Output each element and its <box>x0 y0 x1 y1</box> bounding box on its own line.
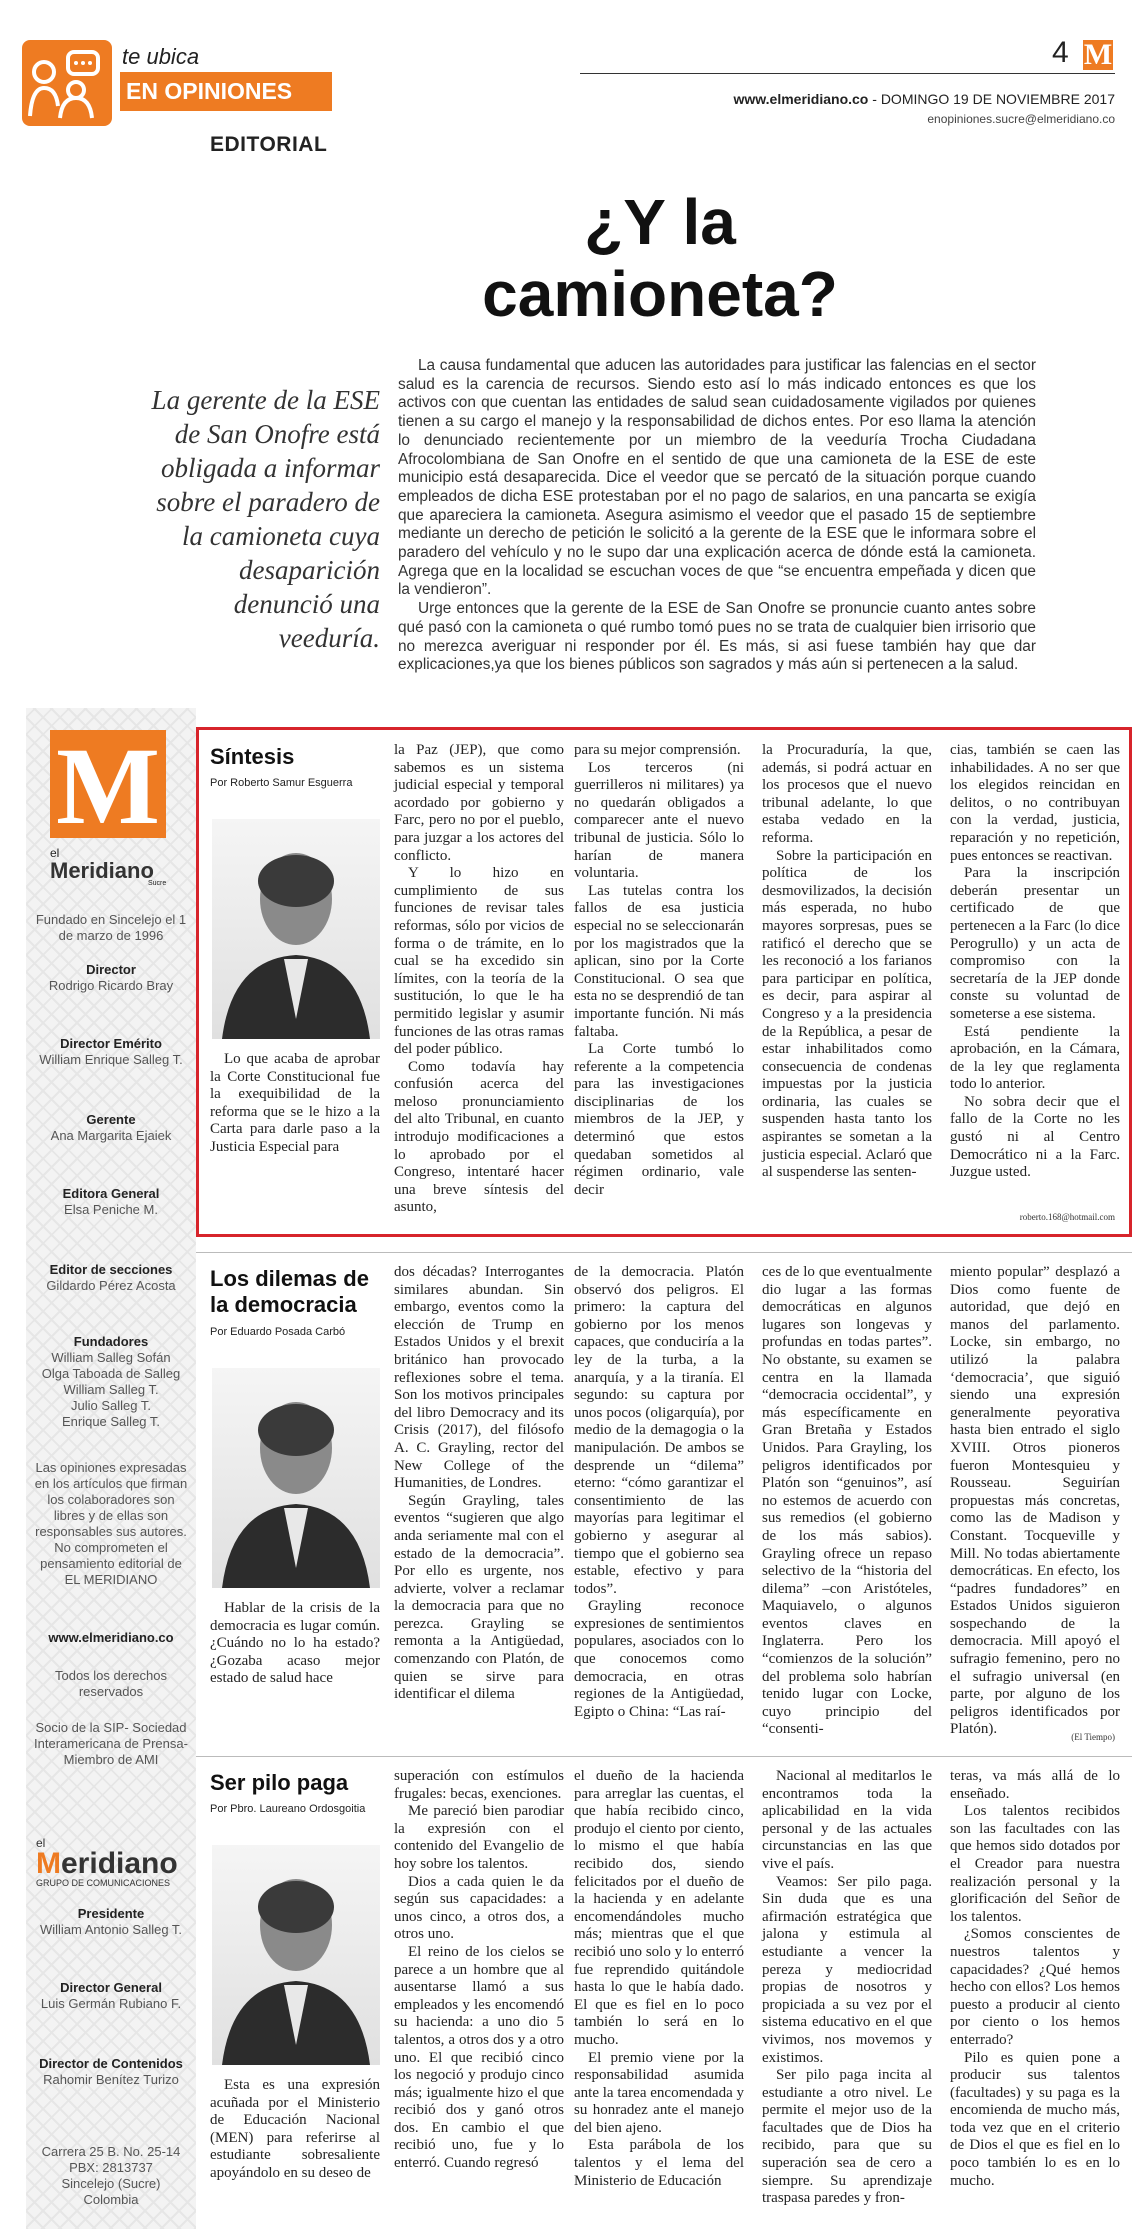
secciones-block <box>32 1262 190 1294</box>
article-paragraph: Está pendiente la aprobación, en la Cámara, de la ley que reglamenta todo lo anterior. <box>950 1023 1120 1093</box>
emerito-name: William Enrique Salleg T. <box>39 1052 183 1067</box>
disclaimer: Las opiniones expresadas en los artículos que firman los colaboradores son libres y de ellas son responsables sus autores. No comprometen el pensamiento editorial de EL MERIDIANO <box>34 1460 188 1587</box>
gerente-block <box>32 1112 190 1144</box>
article-paragraph: Los talentos recibidos son las facultades con las que hemos sido dotados por el Creador para nuestra realización personal y la glorificación del Señor de los talentos. <box>950 1803 1120 1925</box>
portrait-icon <box>212 1368 380 1588</box>
article-paragraph: Para la inscripción deberán presentar un certificado de que pertenecen a la Farc (lo dice Perogrullo) y un acta de compromiso con la secretaría de la JEP donde conste su voluntad de someterse a ese sistema. <box>950 865 1120 1022</box>
secciones-label: Editor de secciones <box>49 1262 173 1277</box>
article-paragraph: Pilo es quien pone a producir sus talentos (facultades) y su paga es la encomienda de mucho más, toda vez que en el criterio de Dios el que es fiel en lo poco también lo es en lo mucho. <box>950 2049 1120 2189</box>
article-paragraph: para su mejor comprensión. <box>574 742 741 758</box>
grupo-logo <box>36 1836 186 1888</box>
grupo-logo-sub: GRUPO DE COMUNICACIONES <box>36 1878 171 1888</box>
article-paragraph: ¿Somos conscientes de nuestros talentos y capacidades? ¿Qué hemos hecho con ellos? Los hemos puesto a producir al ciento por ciento o los hemos enterrado? <box>950 1926 1120 2048</box>
header-rule <box>580 73 1115 74</box>
article-paragraph: Las tutelas contra los fallos de esa justicia especial no se seleccionarán por los magistrados que la aplican, sino por la Corte Constitucional. O sea que esta no se desprendió de tan importante función. Ni más faltaba. <box>574 882 744 1040</box>
article-paragraph: miento popular” desplazó a Dios como fuente de autoridad, que dejó en manos del parlamento. Locke, sin embargo, no utilizó la palabra ‘democracia’, que siguió siendo una expresión generalmente peyorativa hasta bien entrado el siglo XVIII. Otros pioneros fueron Montesquieu y Rousseau. Seguirían propuestas más concretas, como las de Madison y Constant. Tocqueville y Mill. No todas abiertamente democráticas. En efecto, los “padres fundadores” en Estados Unidos siguieron sospechando de la democracia. Mill apoyó el sufragio femenino, pero no el sufragio universal (en parte, por alguno de los peligros identificados por Platón). <box>950 1264 1120 1738</box>
site-url[interactable]: www.elmeridiano.co <box>733 91 869 107</box>
portrait-icon <box>212 1845 380 2065</box>
headline-line-2: camioneta? <box>482 258 838 330</box>
article-paragraph: Lo que acaba de aprobar la Corte Constitucional fue la exequibilidad de la reforma que se le hizo a la Carta para darle paso a la Justicia Especial para <box>210 1051 380 1155</box>
director-label: Director <box>86 962 136 977</box>
article-paragraph: cias, también se caen las inhabilidades. A no ser que los elegidos reincidan en delitos, o no contribuyan con la verdad, justicia, reparación y no repetición, pues entonces se reactivan. <box>950 742 1120 864</box>
article-paragraph: No sobra decir que el fallo de la Corte no les gustó ni al Centro Democrático ni a la Farc. Juzgue usted. <box>950 1093 1120 1181</box>
article-column <box>574 1768 744 2190</box>
dg-name: Luis Germán Rubiano F. <box>40 1996 182 2011</box>
contenidos-label: Director de Contenidos <box>39 2056 183 2071</box>
rights-note: Todos los derechos reservados <box>54 1668 167 1699</box>
article-paragraph: teras, va más allá de lo enseñado. <box>950 1768 1120 1802</box>
article-paragraph: Y lo hizo en cumplimiento de sus funciones de revisar tales reformas, sólo por vicios de forma o de trámite, en lo cual se ha excedido sin límites, con la teoría de la sustitución, lo que le ha permitido legislar y asumir funciones de las otras ramas del poder público. <box>394 865 564 1058</box>
article-paragraph: superación con estímulos frugales: becas, exenciones. <box>394 1768 564 1802</box>
article-separator <box>196 1756 1132 1757</box>
section-banner: EN OPINIONES <box>120 72 332 111</box>
article-title: Ser pilo paga <box>210 1770 349 1795</box>
site-date-line <box>734 91 1115 107</box>
article-column <box>950 742 1120 1182</box>
editora-name: Elsa Peniche M. <box>64 1202 158 1217</box>
article-author: Por Pbro. Laureano Ordosgoitia <box>210 1803 366 1815</box>
article-paragraph: el dueño de la hacienda para arreglar las cuentas, el que había recibido cinco, produjo el ciento por ciento, lo mismo el que había recibido dos, siendo felicitados por el dueño de la hacienda y en adelante encomendándoles mucho más; mientras que el que recibió uno solo y lo enterró fue reprendido quitándole hasta lo que le había dado. El que es fiel en lo poco también lo será en lo mucho. <box>574 1768 744 2048</box>
article-paragraph: Ser pilo paga incita al estudiante a otro nivel. Le permite el mejor uso de la facultades que de Dios ha recibido, para que su superación sea de cero a siempre. Su aprendizaje traspasa paredes y fron- <box>762 2067 932 2207</box>
article-paragraph: Esta es una expresión acuñada por el Ministerio de Educación Nacional (MEN) para referirse al estudiante sobresaliente apoyándolo en su deseo de <box>210 2077 380 2181</box>
article-paragraph: la Paz (JEP), que como sabemos es un sistema judicial especial y temporal acordado por gobierno y Farc, pero no por el pueblo, para juzgar a los actores del conflicto. <box>394 742 564 864</box>
secciones-name: Gildardo Pérez Acosta <box>46 1278 176 1293</box>
article-signature: (El Tiempo) <box>1071 1732 1115 1742</box>
editorial-headline <box>380 186 940 330</box>
meridiano-logo: M <box>50 730 166 838</box>
article-paragraph: El premio viene por la responsabilidad asumida ante la tarea encomendada y su honradez ante el manejo del bien ajeno. <box>574 2049 744 2136</box>
logo-name: Meridiano <box>50 858 154 883</box>
gerente-label: Gerente <box>86 1112 136 1127</box>
article-paragraph: de la democracia. Platón observó dos peligros. El primero: la captura del gobierno por los menos capaces, que conduciría a la ley de la turba, a la anarquía, y a la tiranía. El segundo: su captura por unos pocos (oligarquía), por medio de la demagogia o la manipulación. De ambos se desprende un “dilema” eterno: “cómo garantizar el consentimiento de las mayorías para legitimar el gobierno y asegurar al tiempo que el gobierno sea estable, efectivo y para todos”. <box>574 1264 744 1597</box>
editorial-paragraph: Urge entonces que la gerente de la ESE de San Onofre se pronuncie cuanto antes sobre qué pasó con la camioneta o qué rumbo tomó pues no se trata de cualquier bien irrisorio que no merezca averiguar ni responder por él. Es más, si asi fuese también hay que dar explicaciones,ya que los bienes públicos son sagrados y más aún si pertenecen a la salud. <box>398 600 1036 674</box>
article-column <box>762 742 932 1182</box>
director-block <box>32 962 190 994</box>
article-separator <box>196 1252 1132 1253</box>
te-ubica-label: te ubica <box>122 44 200 69</box>
article-paragraph: Sobre la participación en política de los desmovilizados, la decisión más esperada, no hubo mayores sorpresas, pues se ratificó el derecho que se les reconoció a los farianos para participar en política, es decir, para aspirar al Congreso y a la presidencia de la República, a pesar de estar inhabilitados como consecuencia de condenas impuestas por la justicia ordinaria, las cuales se suspenden hasta tanto los aspirantes se sometan a la justicia especial. Aclaró que al suspenderse las senten- <box>762 847 932 1181</box>
article-column <box>210 1600 380 1688</box>
article-column <box>394 1264 564 1704</box>
article-paragraph: Los terceros (ni guerrilleros ni militares) ya no quedarán obligados a comparecer ante el nuevo tribunal de justicia. Sólo lo harían de manera voluntaria. <box>574 759 744 882</box>
article-paragraph: Veamos: Ser pilo paga. Sin duda que es una afirmación estratégica que jalona y estimula al estudiante a vencer la pereza y mediocridad propias de nosotros y propiciada a su vez por el sistema educativo en el que vivimos, nos movemos y existimos. <box>762 1873 932 2066</box>
grupo-logo-name <box>36 1847 186 1880</box>
author-photo <box>212 1368 380 1588</box>
editorial-pullquote: La gerente de la ESE de San Onofre está obligada a informar sobre el paradero de la camioneta cuya desaparición denunció una veeduría. <box>151 385 380 653</box>
author-photo <box>212 1845 380 2065</box>
article-column <box>574 742 744 1199</box>
article-column <box>210 2077 380 2183</box>
article-author: Por Eduardo Posada Carbó <box>210 1326 346 1338</box>
article-column <box>210 1051 380 1157</box>
article-paragraph: Según Grayling, tales eventos “sugieren que algo anda seriamente mal con el estado de la democracia”. Por ello es urgente, nos advierte, volver a reclamar la democracia para que no perezca. Grayling se remonta a la Antigüedad, comenzando con Platón, de quien se sirve para identificar el dilema <box>394 1492 564 1703</box>
article-column <box>394 1768 564 2173</box>
grupo-logo-rest: eridiano <box>61 1847 178 1880</box>
editorial-paragraph: La causa fundamental que aducen las autoridades para justificar las falencias en el sector salud es la carencia de recursos. Siendo esto así lo más indicado entonces es que los activos con que cuentan las entidades de salud sean cuidadosamente vigilados por quienes tienen a su cargo el manejo y la responsabilidad de dichos entes. Por eso llama la atención lo denunciado recientemente por un miembro de la veeduría Trocha Ciudadana Afrocolombiana de San Onofre en el sentido de que una camioneta de la ESE de este municipio está desaparecida. Dice el veedor que se percató de la situación porque cuando empleados de dicha ESE protestaban por el no pago de salarios, en una pancarta se exigía que apareciera la camioneta. Asegura asimismo el veedor que el pasado 15 de septiembre mediante un derecho de petición le solicitó a la gerente de la ESE que le informara sobre el paradero del vehículo y no le supo dar una explicación acerca de dónde está la camioneta. Agrega que en la localidad se escuchan voces de que “se encuentra empeñada y dicen que la vendieron”. <box>398 357 1036 599</box>
membership-note: Socio de la SIP- Sociedad Interamericana de Prensa- Miembro de AMI <box>34 1720 188 1767</box>
presidente-label: Presidente <box>77 1906 145 1921</box>
editora-block <box>32 1186 190 1218</box>
contact-email[interactable]: enopiniones.sucre@elmeridiano.co <box>927 112 1115 126</box>
editora-label: Editora General <box>62 1186 160 1201</box>
article-paragraph: Dios a cada quien le da según sus capacidades: a unos cinco, a otros dos, a otros uno. <box>394 1873 564 1943</box>
fundadores-names: William Salleg Sofán Olga Taboada de Salleg William Salleg T. Julio Salleg T. Enrique Salleg T. <box>41 1350 181 1429</box>
contenidos-name: Rahomir Benítez Turizo <box>43 2072 179 2087</box>
gerente-name: Ana Margarita Ejaiek <box>50 1128 172 1143</box>
article-paragraph: Como todavía hay confusión acerca del meloso pronunciamiento del alto Tribunal, en cuanto introdujo modificaciones a lo aprobado por el Congreso, intentaré hacer una breve síntesis del asunto, <box>394 1058 564 1216</box>
sidebar-web-link[interactable]: www.elmeridiano.co <box>48 1630 174 1645</box>
meridiano-mini-logo: M <box>1083 38 1113 71</box>
article-author: Por Roberto Samur Esguerra <box>210 777 353 789</box>
logo-el: el <box>50 846 60 860</box>
article-column <box>950 1264 1120 1739</box>
grupo-logo-el: el <box>36 1836 46 1850</box>
presidente-block <box>32 1906 190 1938</box>
contenidos-block <box>32 2056 190 2088</box>
te-ubica-logo <box>22 40 112 126</box>
dg-label: Director General <box>60 1980 162 1995</box>
fundadores-block <box>32 1334 190 1430</box>
article-paragraph: Nacional al meditarlos le encontramos toda la aplicabilidad en la vida personal y de las actuales circunstancias en las que vive el país. <box>762 1768 932 1872</box>
director-name: Rodrigo Ricardo Bray <box>48 978 174 993</box>
headline-line-1: ¿Y la <box>584 186 736 258</box>
article-paragraph: la Procuraduría, la que, además, si podrá actuar en los procesos que el nuevo tribunal adelante, lo que estaba vedado en la reforma. <box>762 742 932 846</box>
dg-block <box>32 1980 190 2012</box>
article-paragraph: Me pareció bien parodiar la expresión con el contenido del Evangelio de hoy sobre los talentos. <box>394 1803 564 1872</box>
presidente-name: William Antonio Salleg T. <box>39 1922 183 1937</box>
article-paragraph: ces de lo que eventualmente dio lugar a las formas democráticas en algunos lugares son longevas y profundas en todas partes”. No obstante, su examen se centra en la llamada “democracia occidental”, y más específicamente en Gran Bretaña y Estados Unidos. Para Grayling, los peligros identificados por Platón son “genuinos”, así no estemos de acuerdo con sus remedios (el gobierno de los más sabios). Grayling ofrece un repaso selectivo de la “historia del dilema” –con Aristóteles, Maquiavelo, o algunos eventos claves en Inglaterra. Pero los “comienzos de la solución” del problema solo habrían tenido lugar con Locke, cuyo principio del “consenti- <box>762 1264 932 1738</box>
founded-note: Fundado en Sincelejo el 1 de marzo de 1996 <box>35 912 187 943</box>
article-paragraph: Hablar de la crisis de la democracia es lugar común. ¿Cuándo no lo ha estado? ¿Gozaba acaso mejor estado de salud hace <box>210 1600 380 1687</box>
article-paragraph: Esta parábola de los talentos y el lema del Ministerio de Educación <box>574 2137 744 2189</box>
article-paragraph: Grayling reconoce expresiones de sentimientos populares, asociados con lo que conocemos como democracia, en otras regiones de la Antigüedad, Egipto o China: “Las raí- <box>574 1598 744 1720</box>
emerito-block <box>32 1036 190 1068</box>
address-block: Carrera 25 B. No. 25-14 PBX: 2813737 Sincelejo (Sucre) Colombia <box>41 2144 181 2207</box>
article-paragraph: La Corte tumbó lo referente a la competencia para las investigaciones disciplinarias de los miembros de la JEP, y determinó que estos quedaban sometidos al régimen ordinario, vale decir <box>574 1041 744 1198</box>
article-title: Los dilemas de la democracia <box>210 1266 369 1317</box>
grupo-logo-m: M <box>36 1847 61 1880</box>
article-signature: roberto.168@hotmail.com <box>1019 1212 1115 1222</box>
editorial-body <box>398 357 1036 675</box>
article-column <box>762 1264 932 1739</box>
section-title: EDITORIAL <box>210 133 328 156</box>
issue-date: - DOMINGO 19 DE NOVIEMBRE 2017 <box>868 91 1115 107</box>
article-paragraph: El reino de los cielos se parece a un hombre que al ausentarse llamó a sus empleados y les encomendó su hacienda: a uno dio 5 talentos, a otros dos y a otro uno. El que recibió cinco los negoció y produjo cinco más; igualmente hizo el que recibió dos y ganó otros dos. En cambio el que recibió uno, fue y lo enterró. Cuando regresó <box>394 1943 564 2172</box>
article-column <box>950 1768 1120 2190</box>
logo-sub: Sucre <box>148 880 167 887</box>
article-paragraph: dos décadas? Interrogantes similares abundan. Sin embargo, eventos como la elección de Trump en Estados Unidos y el brexit británico han provocado reflexiones sobre el tema. Son los motivos principales del libro Democracy and its Crisis (2017), del filósofo A. C. Grayling, rector del New College of the Humanities, de Londres. <box>394 1264 564 1492</box>
emerito-label: Director Emérito <box>60 1036 162 1051</box>
author-photo <box>212 819 380 1039</box>
article-column <box>394 742 564 1217</box>
fundadores-label: Fundadores <box>73 1334 149 1349</box>
article-column <box>574 1264 744 1721</box>
portrait-icon <box>212 819 380 1039</box>
page-number: 4 <box>1052 36 1069 69</box>
article-title: Síntesis <box>210 744 295 769</box>
article-column <box>762 1768 932 2208</box>
people-chat-icon <box>28 46 106 120</box>
